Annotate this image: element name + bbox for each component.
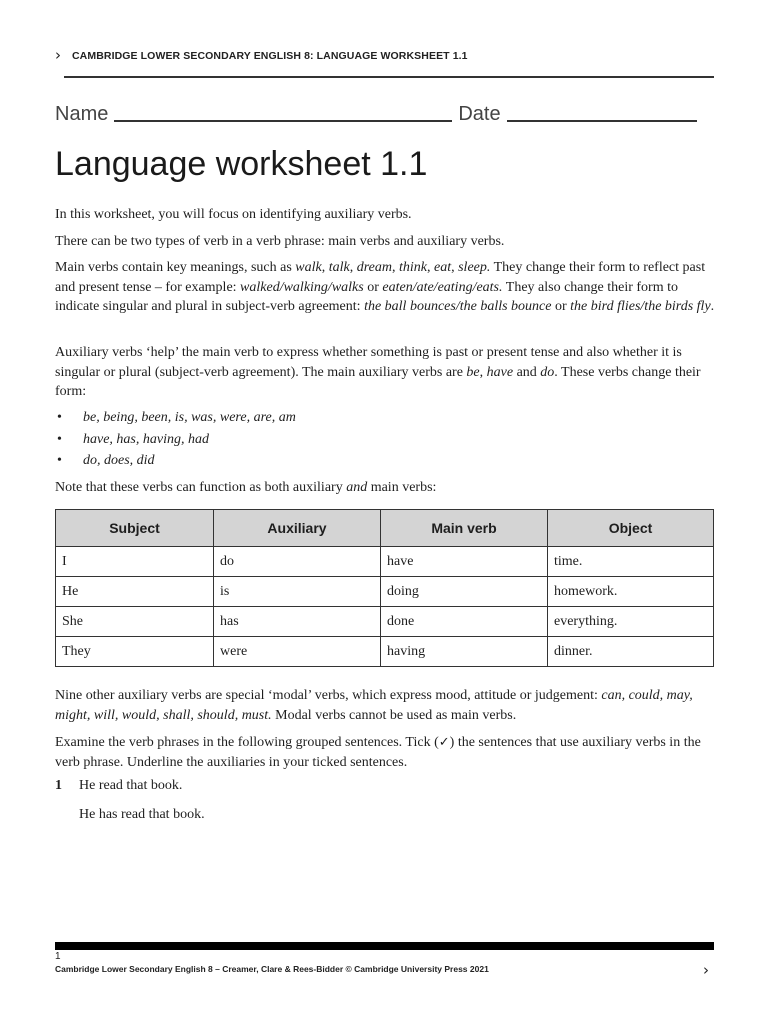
table-row — [56, 577, 714, 607]
column-header-object: Object — [548, 510, 714, 547]
name-blank-line[interactable] — [114, 120, 452, 122]
table-cell: time. — [548, 547, 714, 577]
modal-verbs-paragraph: Nine other auxiliary verbs are special ‘modal’ verbs, which express mood, attitude or judgement: can, could, may, might, will, would, shall, should, must. Modal verbs cannot be used as main verbs. — [55, 688, 693, 723]
list-item: • do, does, did — [55, 450, 296, 472]
table-row — [56, 607, 714, 637]
auxiliary-forms-list — [55, 407, 296, 472]
table-row — [56, 547, 714, 577]
question-sentence-1[interactable]: He read that book. — [79, 778, 183, 793]
footer-divider — [55, 942, 714, 950]
main-verbs-paragraph: Main verbs contain key meanings, such as walk, talk, dream, think, eat, sleep. They change their form to reflect past and present tense – for example: walked/walking/walks or eaten/ate/eating/eats. They also change their form to indicate singular and plural in subject-verb agreement: the ball bounces/the balls bounce or the bird flies/the birds fly. — [55, 260, 715, 314]
header-arrow-icon: › — [55, 46, 61, 64]
table-cell: has — [214, 607, 381, 637]
question-number: 1 — [55, 778, 62, 793]
table-cell: done — [381, 607, 548, 637]
table-cell: everything. — [548, 607, 714, 637]
list-item: • have, has, having, had — [55, 429, 296, 451]
bullet-icon: • — [57, 453, 62, 468]
name-date-row — [55, 103, 715, 126]
bullet-icon: • — [57, 410, 62, 425]
date-blank-line[interactable] — [507, 120, 697, 122]
table-cell: do — [214, 547, 381, 577]
date-label: Date — [458, 103, 501, 125]
table-cell: He — [56, 577, 214, 607]
table-row — [56, 637, 714, 667]
list-item: • be, being, been, is, was, were, are, am — [55, 407, 296, 429]
intro-paragraph-1: In this worksheet, you will focus on identifying auxiliary verbs. — [55, 207, 412, 222]
table-header-row — [56, 510, 714, 547]
question-sentence-2[interactable]: He has read that book. — [79, 807, 205, 822]
table-cell: She — [56, 607, 214, 637]
page-title: Language worksheet 1.1 — [55, 145, 428, 183]
footer-credit: Cambridge Lower Secondary English 8 – Creamer, Clare & Rees-Bidder © Cambridge University Press 2021 — [55, 964, 489, 974]
verb-examples-table — [55, 509, 714, 667]
column-header-auxiliary: Auxiliary — [214, 510, 381, 547]
table-cell: were — [214, 637, 381, 667]
footer-arrow-icon: › — [703, 961, 709, 979]
checkmark-icon: ✓ — [438, 735, 450, 750]
intro-paragraph-2: There can be two types of verb in a verb phrase: main verbs and auxiliary verbs. — [55, 234, 505, 249]
name-label: Name — [55, 103, 109, 125]
table-cell: I — [56, 547, 214, 577]
table-cell: homework. — [548, 577, 714, 607]
header-divider — [64, 76, 714, 78]
header-title: CAMBRIDGE LOWER SECONDARY ENGLISH 8: LANGUAGE WORKSHEET 1.1 — [72, 50, 468, 62]
column-header-main-verb: Main verb — [381, 510, 548, 547]
table-cell: having — [381, 637, 548, 667]
table-cell: They — [56, 637, 214, 667]
table-cell: dinner. — [548, 637, 714, 667]
table-cell: have — [381, 547, 548, 577]
note-paragraph: Note that these verbs can function as both auxiliary and main verbs: — [55, 480, 437, 495]
auxiliary-verbs-paragraph: Auxiliary verbs ‘help’ the main verb to express whether something is past or present tense and also whether it is singular or plural (subject-verb agreement). The main auxiliary verbs are be, have and do. These verbs change their form: — [55, 345, 701, 399]
column-header-subject: Subject — [56, 510, 214, 547]
page-number: 1 — [55, 951, 61, 962]
table-cell: is — [214, 577, 381, 607]
instructions-paragraph: Examine the verb phrases in the following grouped sentences. Tick (✓) the sentences that use auxiliary verbs in the verb phrase. Underline the auxiliaries in your ticked sentences. — [55, 735, 701, 770]
table-cell: doing — [381, 577, 548, 607]
bullet-icon: • — [57, 431, 62, 447]
